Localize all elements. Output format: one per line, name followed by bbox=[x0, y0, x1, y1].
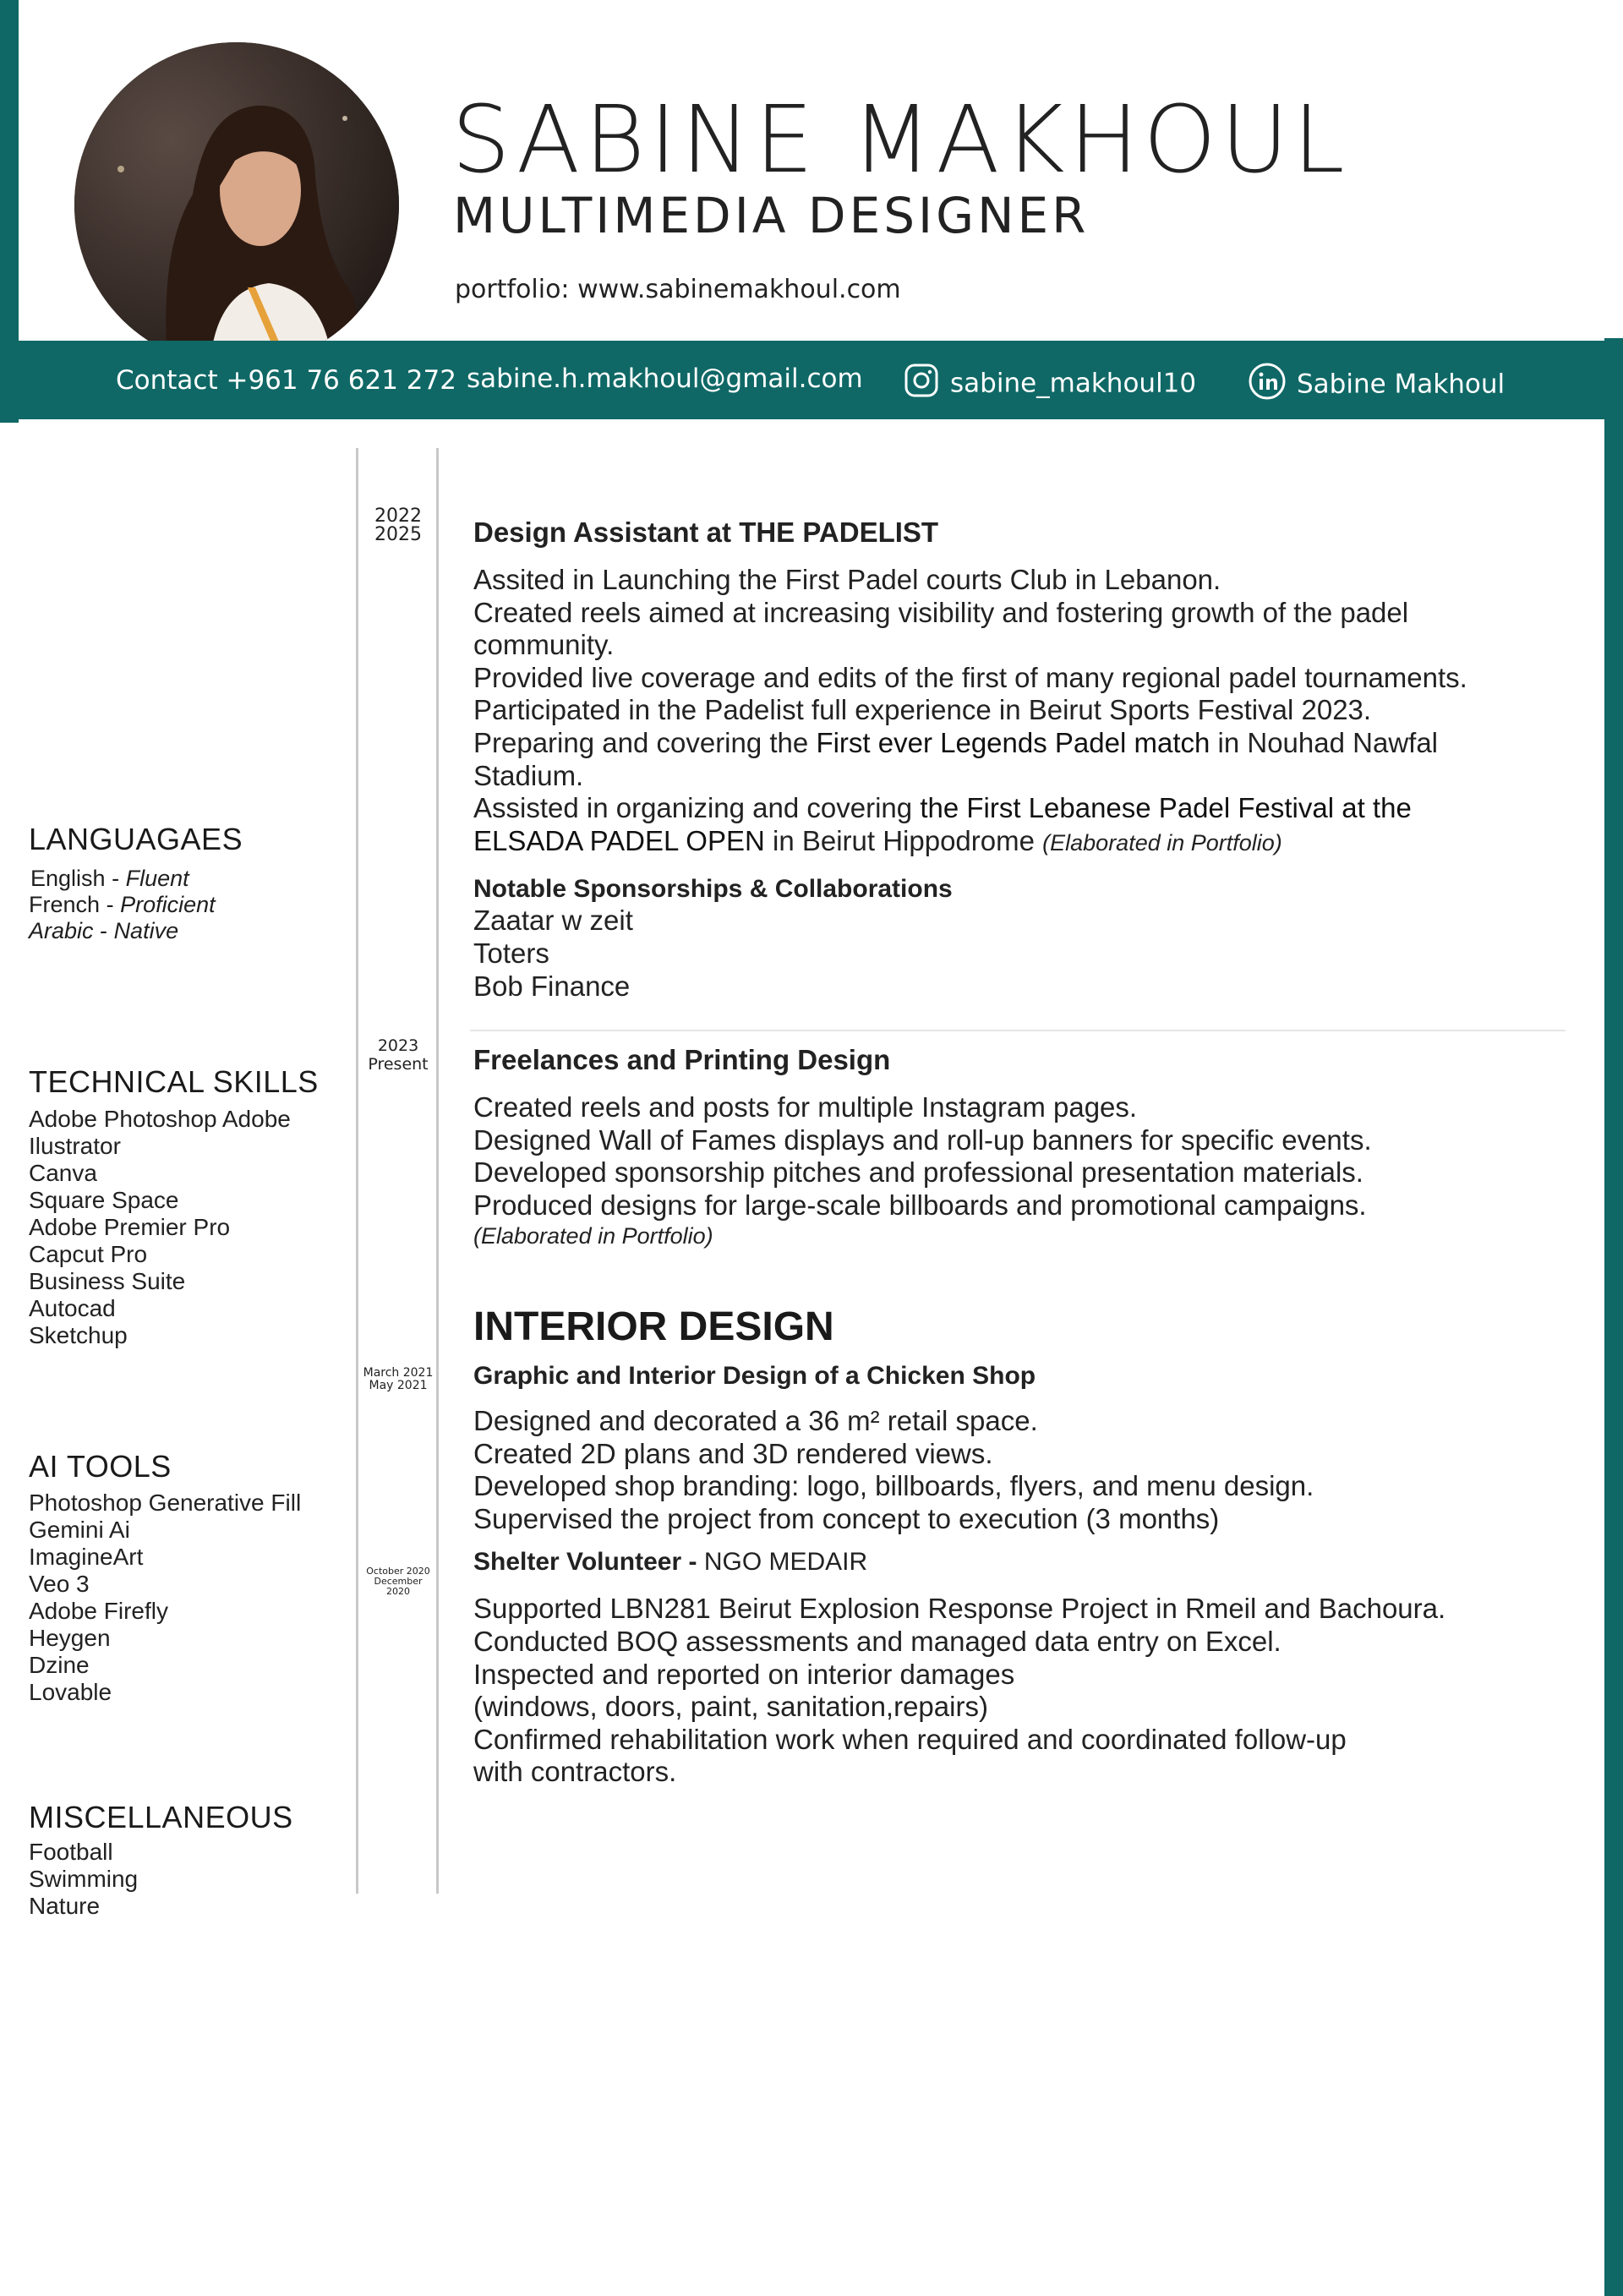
contact-linkedin[interactable] bbox=[1248, 362, 1505, 409]
ai-tool-item: Adobe Firefly bbox=[29, 1598, 168, 1624]
section-divider bbox=[470, 1030, 1566, 1031]
job-bullet: (windows, doors, paint, sanitation,repairs) bbox=[473, 1691, 988, 1723]
job-title: Graphic and Interior Design of a Chicken Shop bbox=[473, 1362, 1036, 1390]
skill-item: Canva bbox=[29, 1160, 97, 1186]
experience-padelist bbox=[473, 516, 1589, 1003]
language-item bbox=[29, 892, 216, 918]
skill-item: Ilustrator bbox=[29, 1133, 121, 1159]
date-range-freelance bbox=[362, 1036, 434, 1074]
ai-tool-item: Lovable bbox=[29, 1679, 112, 1705]
section-heading: INTERIOR DESIGN bbox=[473, 1304, 834, 1349]
linkedin-name: Sabine Makhoul bbox=[1297, 369, 1506, 400]
bullet-highlight: the First Lebanese Padel Festival at the ELSADA PADEL OPEN bbox=[473, 792, 1412, 856]
timeline-line-left bbox=[356, 448, 358, 1894]
date-end: Present bbox=[368, 1055, 429, 1074]
language-name: French bbox=[29, 892, 101, 917]
date-end: May 2021 bbox=[369, 1379, 428, 1392]
job-description bbox=[473, 564, 1589, 859]
sponsor-item: Bob Finance bbox=[473, 970, 631, 1002]
ai-tool-item: Veo 3 bbox=[29, 1571, 90, 1597]
contact-instagram[interactable] bbox=[903, 362, 1196, 407]
job-bullet bbox=[473, 792, 1522, 859]
ai-tool-item: Photoshop Generative Fill bbox=[29, 1490, 302, 1516]
timeline-line-right bbox=[436, 448, 439, 1894]
job-bullet: Developed sponsorship pitches and professional presentation materials. bbox=[473, 1156, 1363, 1189]
date-start: March 2021 bbox=[363, 1366, 434, 1380]
right-accent-bar bbox=[1604, 338, 1623, 2296]
portfolio-note: (Elaborated in Portfolio) bbox=[1042, 829, 1282, 856]
ai-tools-list bbox=[29, 1490, 301, 1706]
job-bullet: Designed and decorated a 36 m² retail space. bbox=[473, 1405, 1038, 1436]
language-name: English bbox=[30, 866, 106, 891]
date-range-padelist bbox=[362, 507, 434, 544]
job-description bbox=[473, 1593, 1589, 1789]
job-bullet: with contractors. bbox=[473, 1756, 677, 1788]
bullet-highlight: First ever Legends Padel match bbox=[816, 726, 1210, 758]
languages-heading: LANGUAGAES bbox=[29, 822, 243, 856]
sponsors-list bbox=[473, 905, 1589, 1003]
job-bullet: Created reels aimed at increasing visibility and fostering growth of the padel community. bbox=[473, 596, 1409, 661]
language-separator: - bbox=[106, 892, 114, 917]
job-bullet: Confirmed rehabilitation work when required and coordinated follow-up bbox=[473, 1723, 1347, 1755]
interior-design-section bbox=[473, 1304, 1589, 1789]
job-title bbox=[473, 1547, 1589, 1577]
sponsor-item: Toters bbox=[473, 937, 549, 969]
job-bullet: Participated in the Padelist full experience in Beirut Sports Festival 2023. bbox=[473, 694, 1372, 726]
job-bullet: Assited in Launching the First Padel courts Club in Lebanon. bbox=[473, 564, 1221, 595]
skill-item: Business Suite bbox=[29, 1268, 186, 1294]
sponsor-item: Zaatar w zeit bbox=[473, 905, 633, 937]
language-level: Proficient bbox=[120, 892, 216, 917]
ai-tool-item: Gemini Ai bbox=[29, 1517, 130, 1543]
contact-email[interactable]: sabine.h.makhoul@gmail.com bbox=[467, 364, 863, 394]
instagram-handle: sabine_makhoul10 bbox=[950, 368, 1197, 399]
language-separator: - bbox=[112, 866, 120, 891]
technical-skills-list bbox=[29, 1106, 291, 1349]
sponsors-heading: Notable Sponsorships & Collaborations bbox=[473, 875, 953, 904]
portfolio-link[interactable]: portfolio: www.sabinemakhoul.com bbox=[455, 275, 901, 304]
date-end: 2025 bbox=[374, 524, 422, 545]
skill-item: Adobe Premier Pro bbox=[29, 1214, 231, 1240]
date-start: 2023 bbox=[377, 1036, 419, 1055]
profile-photo bbox=[74, 42, 399, 367]
language-item bbox=[29, 866, 216, 892]
job-bullet: Provided live coverage and edits of the first of many regional padel tournaments. bbox=[473, 661, 1467, 693]
job-role: MULTIMEDIA DESIGNER bbox=[453, 187, 1090, 244]
bullet-text: in Beirut Hippodrome bbox=[764, 824, 1043, 856]
ai-tools-heading: AI TOOLS bbox=[29, 1449, 172, 1484]
job-bullet bbox=[473, 727, 1505, 792]
date-range-medair bbox=[362, 1566, 434, 1597]
job-description bbox=[473, 1091, 1589, 1222]
skill-item: Adobe Photoshop Adobe bbox=[29, 1106, 291, 1132]
job-description bbox=[473, 1405, 1589, 1535]
job-role-label: Shelter Volunteer - bbox=[473, 1548, 704, 1577]
portfolio-note: (Elaborated in Portfolio) bbox=[473, 1223, 713, 1249]
job-bullet: Inspected and reported on interior damages bbox=[473, 1658, 1015, 1690]
job-bullet: Developed shop branding: logo, billboards, flyers, and menu design. bbox=[473, 1470, 1314, 1502]
contact-phone[interactable]: Contact +961 76 621 272 bbox=[116, 365, 456, 396]
ai-tool-item: Heygen bbox=[29, 1625, 111, 1651]
languages-list bbox=[29, 866, 216, 944]
job-title: Design Assistant at THE PADELIST bbox=[473, 517, 939, 548]
misc-item: Nature bbox=[29, 1893, 101, 1919]
language-separator: - bbox=[100, 918, 108, 943]
language-level: Fluent bbox=[125, 866, 189, 891]
language-level: Native bbox=[113, 918, 179, 943]
ai-tool-item: ImagineArt bbox=[29, 1544, 144, 1570]
bullet-text: Preparing and covering the bbox=[473, 726, 817, 758]
job-title: Freelances and Printing Design bbox=[473, 1044, 891, 1075]
skill-item: Sketchup bbox=[29, 1322, 128, 1348]
instagram-icon bbox=[903, 362, 940, 407]
bullet-text: in Nouhad Nawfal Stadium. bbox=[473, 726, 1438, 791]
technical-skills-heading: TECHNICAL SKILLS bbox=[29, 1064, 319, 1099]
skill-item: Square Space bbox=[29, 1187, 179, 1213]
job-bullet: Produced designs for large-scale billboards and promotional campaigns. bbox=[473, 1189, 1367, 1221]
skill-item: Autocad bbox=[29, 1295, 116, 1321]
organization-name: NGO MEDAIR bbox=[703, 1548, 868, 1577]
date-range-chicken-shop bbox=[362, 1367, 434, 1392]
language-item bbox=[29, 918, 216, 944]
miscellaneous-list bbox=[29, 1839, 138, 1920]
skill-item: Capcut Pro bbox=[29, 1241, 148, 1267]
miscellaneous-heading: MISCELLANEOUS bbox=[29, 1800, 293, 1834]
job-bullet: Created 2D plans and 3D rendered views. bbox=[473, 1437, 993, 1469]
job-bullet: Conducted BOQ assessments and managed data entry on Excel. bbox=[473, 1625, 1281, 1657]
job-bullet: Created reels and posts for multiple Instagram pages. bbox=[473, 1091, 1138, 1123]
linkedin-icon bbox=[1248, 362, 1287, 409]
job-bullet: Supported LBN281 Beirut Explosion Response Project in Rmeil and Bachoura. bbox=[473, 1593, 1446, 1625]
misc-item: Swimming bbox=[29, 1866, 139, 1892]
language-name: Arabic bbox=[29, 918, 94, 943]
date-start: October 2020 bbox=[366, 1566, 430, 1577]
job-bullet: Designed Wall of Fames displays and roll-up banners for specific events. bbox=[473, 1123, 1372, 1156]
misc-item: Football bbox=[29, 1839, 113, 1865]
person-name: SABINE MAKHOUL bbox=[451, 85, 1349, 194]
bullet-text: Assisted in organizing and covering bbox=[473, 792, 921, 824]
job-bullet: Supervised the project from concept to execution (3 months) bbox=[473, 1502, 1220, 1534]
date-end: December 2020 bbox=[374, 1576, 423, 1597]
experience-freelance bbox=[473, 1043, 1589, 1249]
date-start: 2022 bbox=[374, 506, 422, 527]
ai-tool-item: Dzine bbox=[29, 1652, 90, 1678]
